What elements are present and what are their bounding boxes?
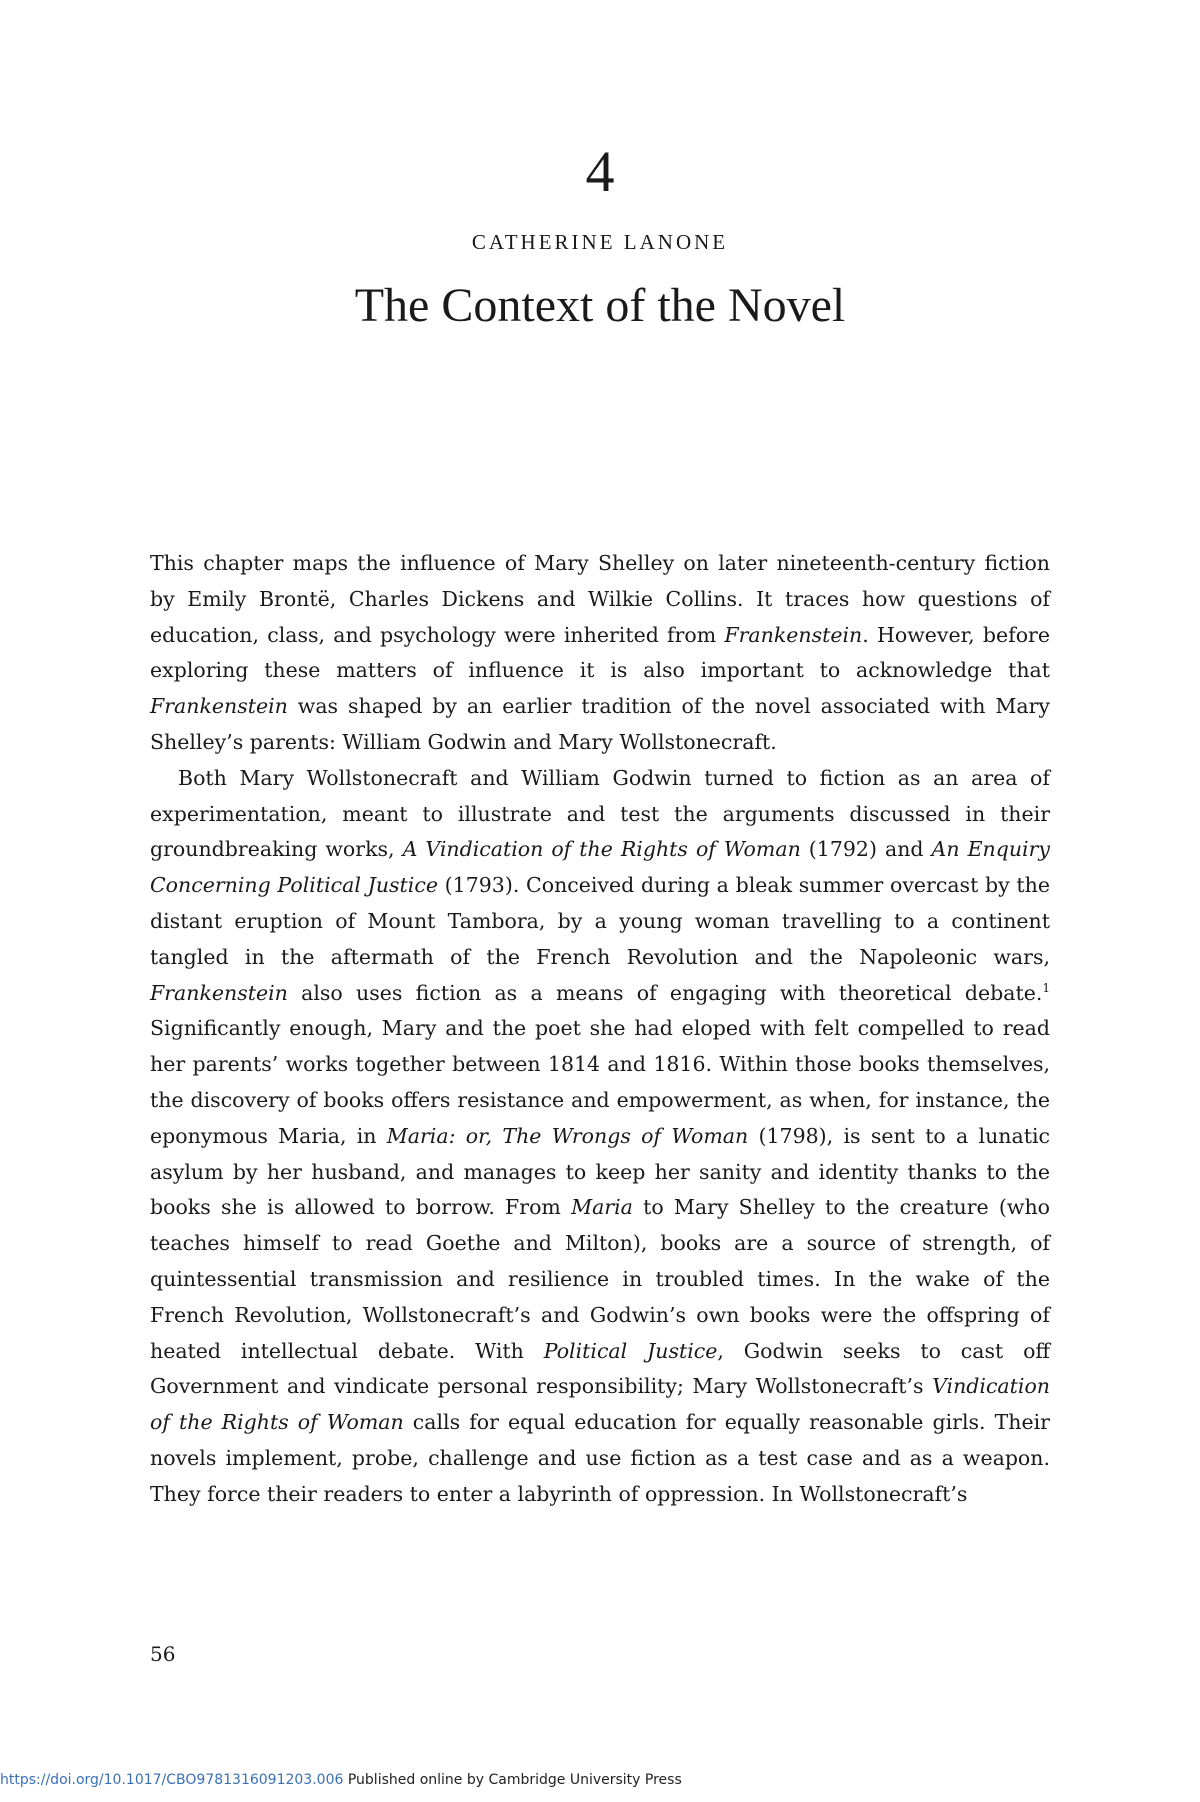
text-run: . However, before exploring these matters of influence it is also important to acknowledge that (150, 622, 1050, 683)
text-run: calls for equal education for equally reasonable girls. Their novels implement, probe, challenge and use fiction as a test case and as a weapon. They force their readers to enter a labyrinth of oppression. In Wollstonecraft’s (150, 1410, 1050, 1506)
italic-title: Political Justice (543, 1338, 718, 1363)
chapter-number: 4 (585, 139, 615, 204)
text-run: Significantly enough, Mary and the poet she had eloped with felt compelled to read her parents’ works together between 1814 and 1816. Within those books themselves, the discovery of books offers resistance and empowerment, as when, for instance, the eponymous Maria, in (150, 1016, 1050, 1148)
text-run: This chapter maps the influence of Mary Shelley on later nineteenth-century fiction by Emily Brontë, Charles Dickens and Wilkie Collins. It traces how questions of education, class, and psychology were inherited from (150, 551, 1050, 647)
italic-title: Maria: or, The Wrongs of Woman (386, 1123, 749, 1148)
text-run: , Godwin seeks to cast off Government and vindicate personal responsibility; Mary Wollstonecraft’s (150, 1338, 1050, 1399)
body-text (150, 546, 1050, 1513)
text-run: to Mary Shelley to the creature (who teaches himself to read Goethe and Milton), books are a source of strength, of quintessential transmission and resilience in troubled times. In the wake of the French Revolution, Wollstonecraft’s and Godwin’s own books were the offspring of heated intellectual debate. With (150, 1195, 1050, 1363)
italic-title: Frankenstein (150, 694, 288, 719)
chapter-author: CATHERINE LANONE (471, 230, 729, 254)
page-number: 56 (150, 1642, 176, 1666)
text-run: was shaped by an earlier tradition of the novel associated with Mary Shelley’s parents: William Godwin and Mary Wollstonecraft. (150, 694, 1050, 754)
doi-link[interactable]: https://doi.org/10.1017/CBO9781316091203.006 (0, 1772, 344, 1788)
italic-title: Vindication of the Rights of Woman (150, 1374, 1050, 1435)
text-run: (1798), is sent to a lunatic asylum by her husband, and manages to keep her sanity and identity thanks to the books she is allowed to borrow. From (150, 1123, 1051, 1220)
paragraph (150, 761, 1050, 1513)
text-run: (1792) and (800, 837, 932, 862)
footnote-marker: 1 (1042, 980, 1050, 995)
italic-title: A Vindication of the Rights of Woman (402, 837, 801, 862)
italic-title: Frankenstein (724, 622, 863, 647)
text-run: (1793). Conceived during a bleak summer overcast by the distant eruption of Mount Tambora, by a young woman travelling to a continent tangled in the aftermath of the French Revolution and the Napoleonic wars, (150, 873, 1050, 969)
paragraph (150, 546, 1050, 761)
chapter-title: The Context of the Novel (354, 279, 846, 332)
footer (0, 1770, 682, 1790)
published-online-note: Published online by Cambridge University Press (347, 1772, 682, 1788)
italic-title: Maria (571, 1195, 633, 1220)
text-run: also uses fiction as a means of engaging with theoretical debate. (287, 980, 1043, 1005)
italic-title: An Enquiry Concerning Political Justice (150, 837, 1050, 898)
italic-title: Frankenstein (150, 980, 288, 1005)
text-run: Both Mary Wollstonecraft and William Godwin turned to fiction as an area of experimentation, meant to illustrate and test the arguments discussed in their groundbreaking works, (150, 765, 1050, 862)
